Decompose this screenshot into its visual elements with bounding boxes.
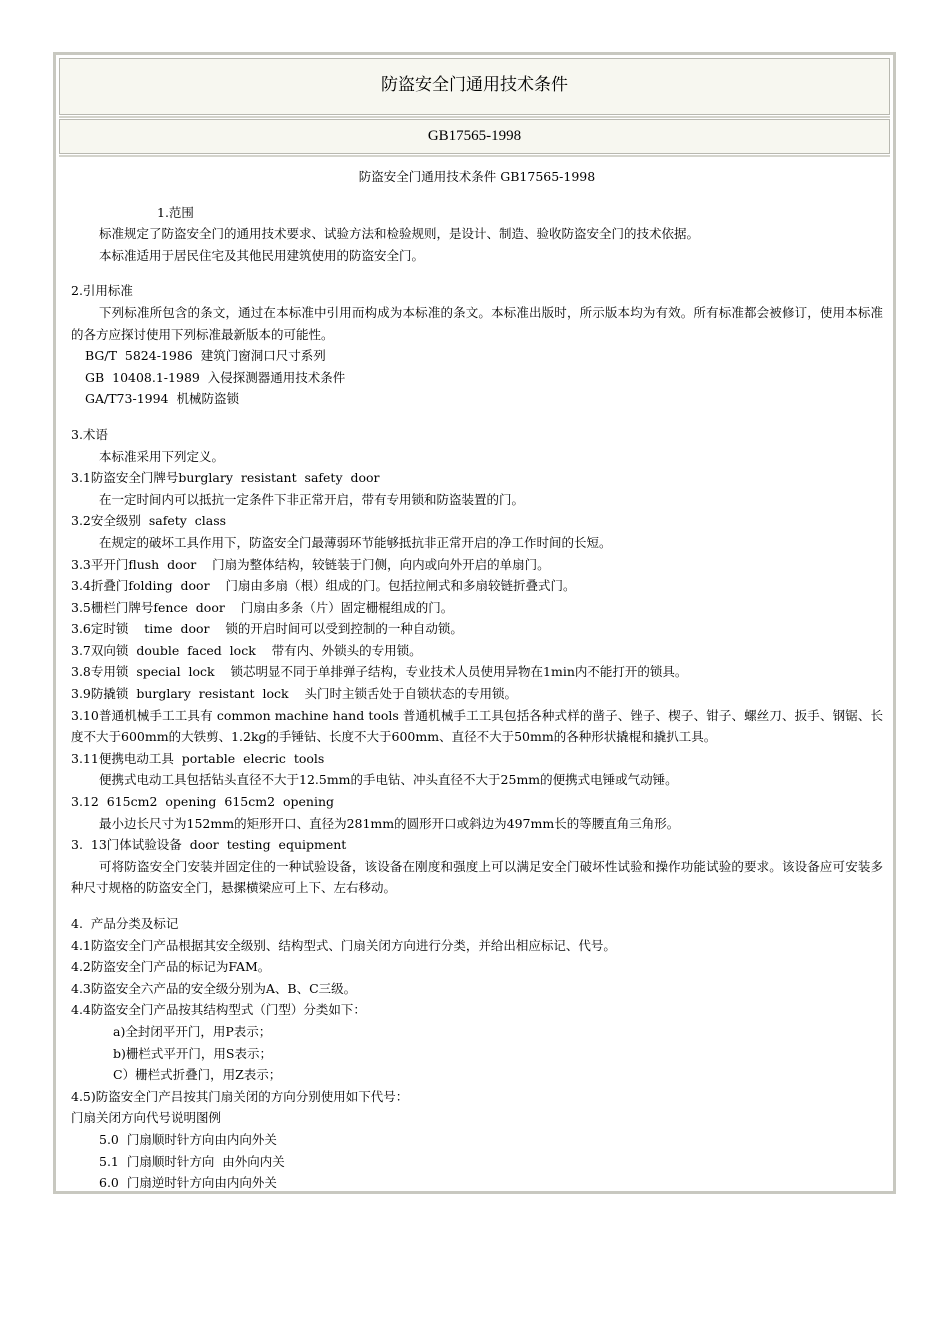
doc-subtitle: 防盗安全门通用技术条件 GB17565-1998 <box>358 169 596 184</box>
reference-item: GA/T73-1994 机械防盗锁 <box>85 391 239 407</box>
list-item: 5.0 门扇顺时针方向由内向外关 <box>99 1131 277 1147</box>
term: 3.4折叠门folding door 门扇由多扇（根）组成的门。包括拉闸式和多扇较链折叠式门。 <box>71 578 576 594</box>
list-item: a)全封闭平开门，用P表示； <box>113 1023 272 1039</box>
term: 3.6定时锁 time door 锁的开启时间可以受到控制的一种自动锁。 <box>71 621 463 637</box>
term-definition: 便携式电动工具包括钻头直径不大于12.5mm的手电钻、冲头直径不大于25mm的便携式电锤或气动锤。 <box>99 772 678 788</box>
term: 3.5栅栏门牌号fence door 门扇由多条（片）固定栅棍组成的门。 <box>71 599 454 615</box>
page-title: 防盗安全门通用技术条件 <box>59 58 890 115</box>
paragraph: 4.5)防盗安全门产吕按其门扇关闭的方向分别使用如下代号： <box>71 1088 409 1104</box>
document-frame <box>53 52 896 1194</box>
standard-code: GB17565-1998 <box>59 119 890 154</box>
paragraph: 4.1防盗安全门产品根据其安全级别、结构型式、门扇关闭方向进行分类，并给出相应标记、代号。 <box>71 937 616 953</box>
table-caption: 门扇关闭方向代号说明图例 <box>71 1110 222 1126</box>
divider <box>59 155 890 157</box>
reference-item: GB 10408.1-1989 入侵探测器通用技术条件 <box>85 369 346 385</box>
term: 3.10普通机械手工工具有 common machine hand tools 普通机械手工工具包括各种式样的凿子、锉子、楔子、钳子、螺丝刀、扳手、钢锯、长度不大于600mm的大铁剪、1.2kg的手锤钻、长度不大于600mm、直径不大于50mm的各种形状撬棍和撬扒工具。 <box>71 707 883 745</box>
document-body <box>71 166 883 1194</box>
term: 3.3平开门flush door 门扇为整体结构，较链装于门侧，向内或向外开启的单扇门。 <box>71 556 550 572</box>
list-item: b)栅栏式平开门，用S表示； <box>113 1045 272 1061</box>
term-definition: 最小边长尺寸为152mm的矩形开口、直径为281mm的圆形开口或斜边为497mm长的等腰直角三角形。 <box>99 815 680 831</box>
paragraph: 4.2防盗安全门产品的标记为FAM。 <box>71 959 271 975</box>
list-item: 6.0 门扇逆时针方向由内向外关 <box>99 1175 277 1191</box>
section-heading: 2.引用标准 <box>71 283 133 299</box>
paragraph: 标准规定了防盗安全门的通用技术要求、试验方法和检验规则，是设计、制造、验收防盗安全门的技术依据。 <box>99 226 700 242</box>
term: 3. 13门体试验设备 door testing equipment <box>71 837 347 853</box>
term: 3.1防盗安全门牌号burglary resistant safety door <box>71 470 380 486</box>
paragraph: 4.3防盗安全六产品的安全级分别为A、B、C三级。 <box>71 980 357 996</box>
term: 3.12 615cm2 opening 615cm2 opening <box>71 794 335 810</box>
section-heading: 3.术语 <box>71 426 108 442</box>
term: 3.2安全级别 safety class <box>71 513 227 529</box>
list-item: 5.1 门扇顺时针方向 由外向内关 <box>99 1153 285 1169</box>
section-heading: 4. 产品分类及标记 <box>71 916 179 931</box>
term-definition: 在一定时间内可以抵抗一定条件下非正常开启，带有专用锁和防盗装置的门。 <box>99 491 525 507</box>
paragraph: 下列标准所包含的条文，通过在本标准中引用而构成为本标准的条文。本标准出版时，所示版本均为有效。所有标准都会被修订，使用本标准的各方应探讨使用下列标准最新版本的可能性。 <box>71 304 883 342</box>
term-definition: 可将防盗安全门安装并固定住的一种试验设备，该设备在刚度和强度上可以满足安全门破坏性试验和操作功能试验的要求。该设备应可安装多种尺寸规格的防盗安全门，悬摞横梁应可上下、左右移动。 <box>71 858 883 896</box>
term-definition: 在规定的破坏工具作用下，防盗安全门最薄弱环节能够抵抗非正常开启的净工作时间的长短。 <box>99 534 612 550</box>
paragraph: 本标准适用于居民住宅及其他民用建筑使用的防盗安全门。 <box>99 247 425 263</box>
paragraph: 本标准采用下列定义。 <box>99 448 225 464</box>
section-heading: 1.范围 <box>157 204 194 220</box>
term: 3.11便携电动工具 portable elecric tools <box>71 750 325 766</box>
reference-item: BG/T 5824-1986 建筑门窗洞口尺寸系列 <box>85 348 326 364</box>
divider <box>59 116 890 118</box>
term: 3.9防撬锁 burglary resistant lock 头门时主锁舌处于自锁状态的专用锁。 <box>71 686 517 702</box>
term: 3.8专用锁 special lock 锁芯明显不同于单排弹子结构，专业技术人员使用异物在1min内不能打开的锁具。 <box>71 664 688 680</box>
list-item: C）栅栏式折叠门，用Z表示； <box>113 1067 282 1083</box>
term: 3.7双向锁 double faced lock 带有内、外锁头的专用锁。 <box>71 642 422 658</box>
paragraph: 4.4防盗安全门产品按其结构型式（门型）分类如下： <box>71 1002 366 1018</box>
